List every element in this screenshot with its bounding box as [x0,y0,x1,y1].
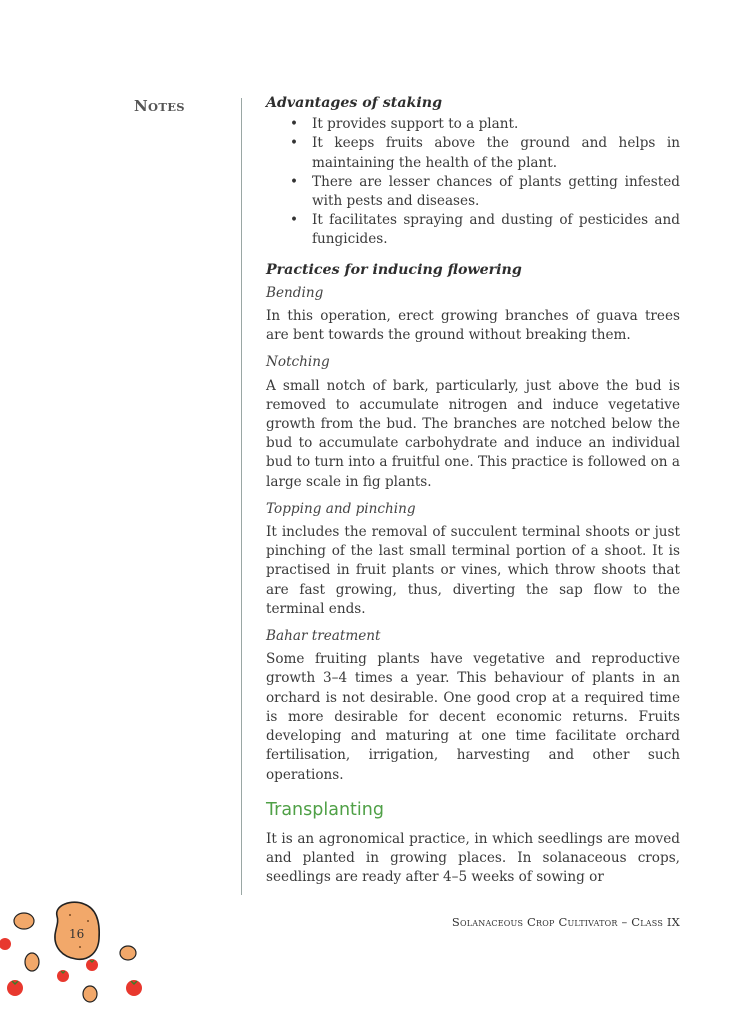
notes-label: NOTES [134,97,185,115]
page-number: 16 [69,927,85,941]
notching-text: A small notch of bark, particularly, just above the bud is removed to accumulate nitrogen and induce vegetative growth from the bud. The branches are notched below the bud to accumulate carbohydrate and induce an individual bud to turn into a fruitful one. This practice is followed on a large scale in fig plants. [266,377,680,490]
topping-title: Topping and pinching [266,500,416,517]
staking-heading: Advantages of staking [266,95,442,111]
bahar-title: Bahar treatment [266,628,381,645]
staking-list [266,115,680,249]
list-item: • It facilitates spraying and dusting of pesticides and fungicides. [312,211,680,249]
transplanting-title: Transplanting [266,799,384,820]
margin-divider [241,98,242,895]
notching-title: Notching [266,354,330,371]
flowering-heading: Practices for inducing flowering [266,261,522,278]
bending-title: Bending [266,284,324,301]
main-content [266,94,680,887]
list-item: • There are lesser chances of plants getting infested with pests and diseases. [312,173,680,211]
topping-text: It includes the removal of succulent terminal shoots or just pinching of the last small terminal portion of a shoot. It is practised in fruit plants or vines, which throw shoots that are fast growing, thus, diverting the sap flow to the terminal ends. [266,524,680,617]
bahar-text: Some fruiting plants have vegetative and reproductive growth 3–4 times a year. This behaviour of plants in an orchard is not desirable. One good crop at a required time is more desirable for decent economic returns. Fruits developing and maturing at one time facilitate orchard fertilisation, irrigation, harvesting and other such operations. [266,651,680,783]
footer-title: Solanaceous Crop Cultivator – Class IX [451,915,680,929]
transplanting-text: It is an agronomical practice, in which seedlings are moved and planted in growing places. In solanaceous crops, seedlings are ready after 4–5 weeks of sowing or [266,830,680,886]
list-item: • It provides support to a plant. [312,115,680,134]
list-item: • It keeps fruits above the ground and helps in maintaining the health of the plant. [312,134,680,172]
bending-text: In this operation, erect growing branches of guava trees are bent towards the ground without breaking them. [266,308,680,344]
